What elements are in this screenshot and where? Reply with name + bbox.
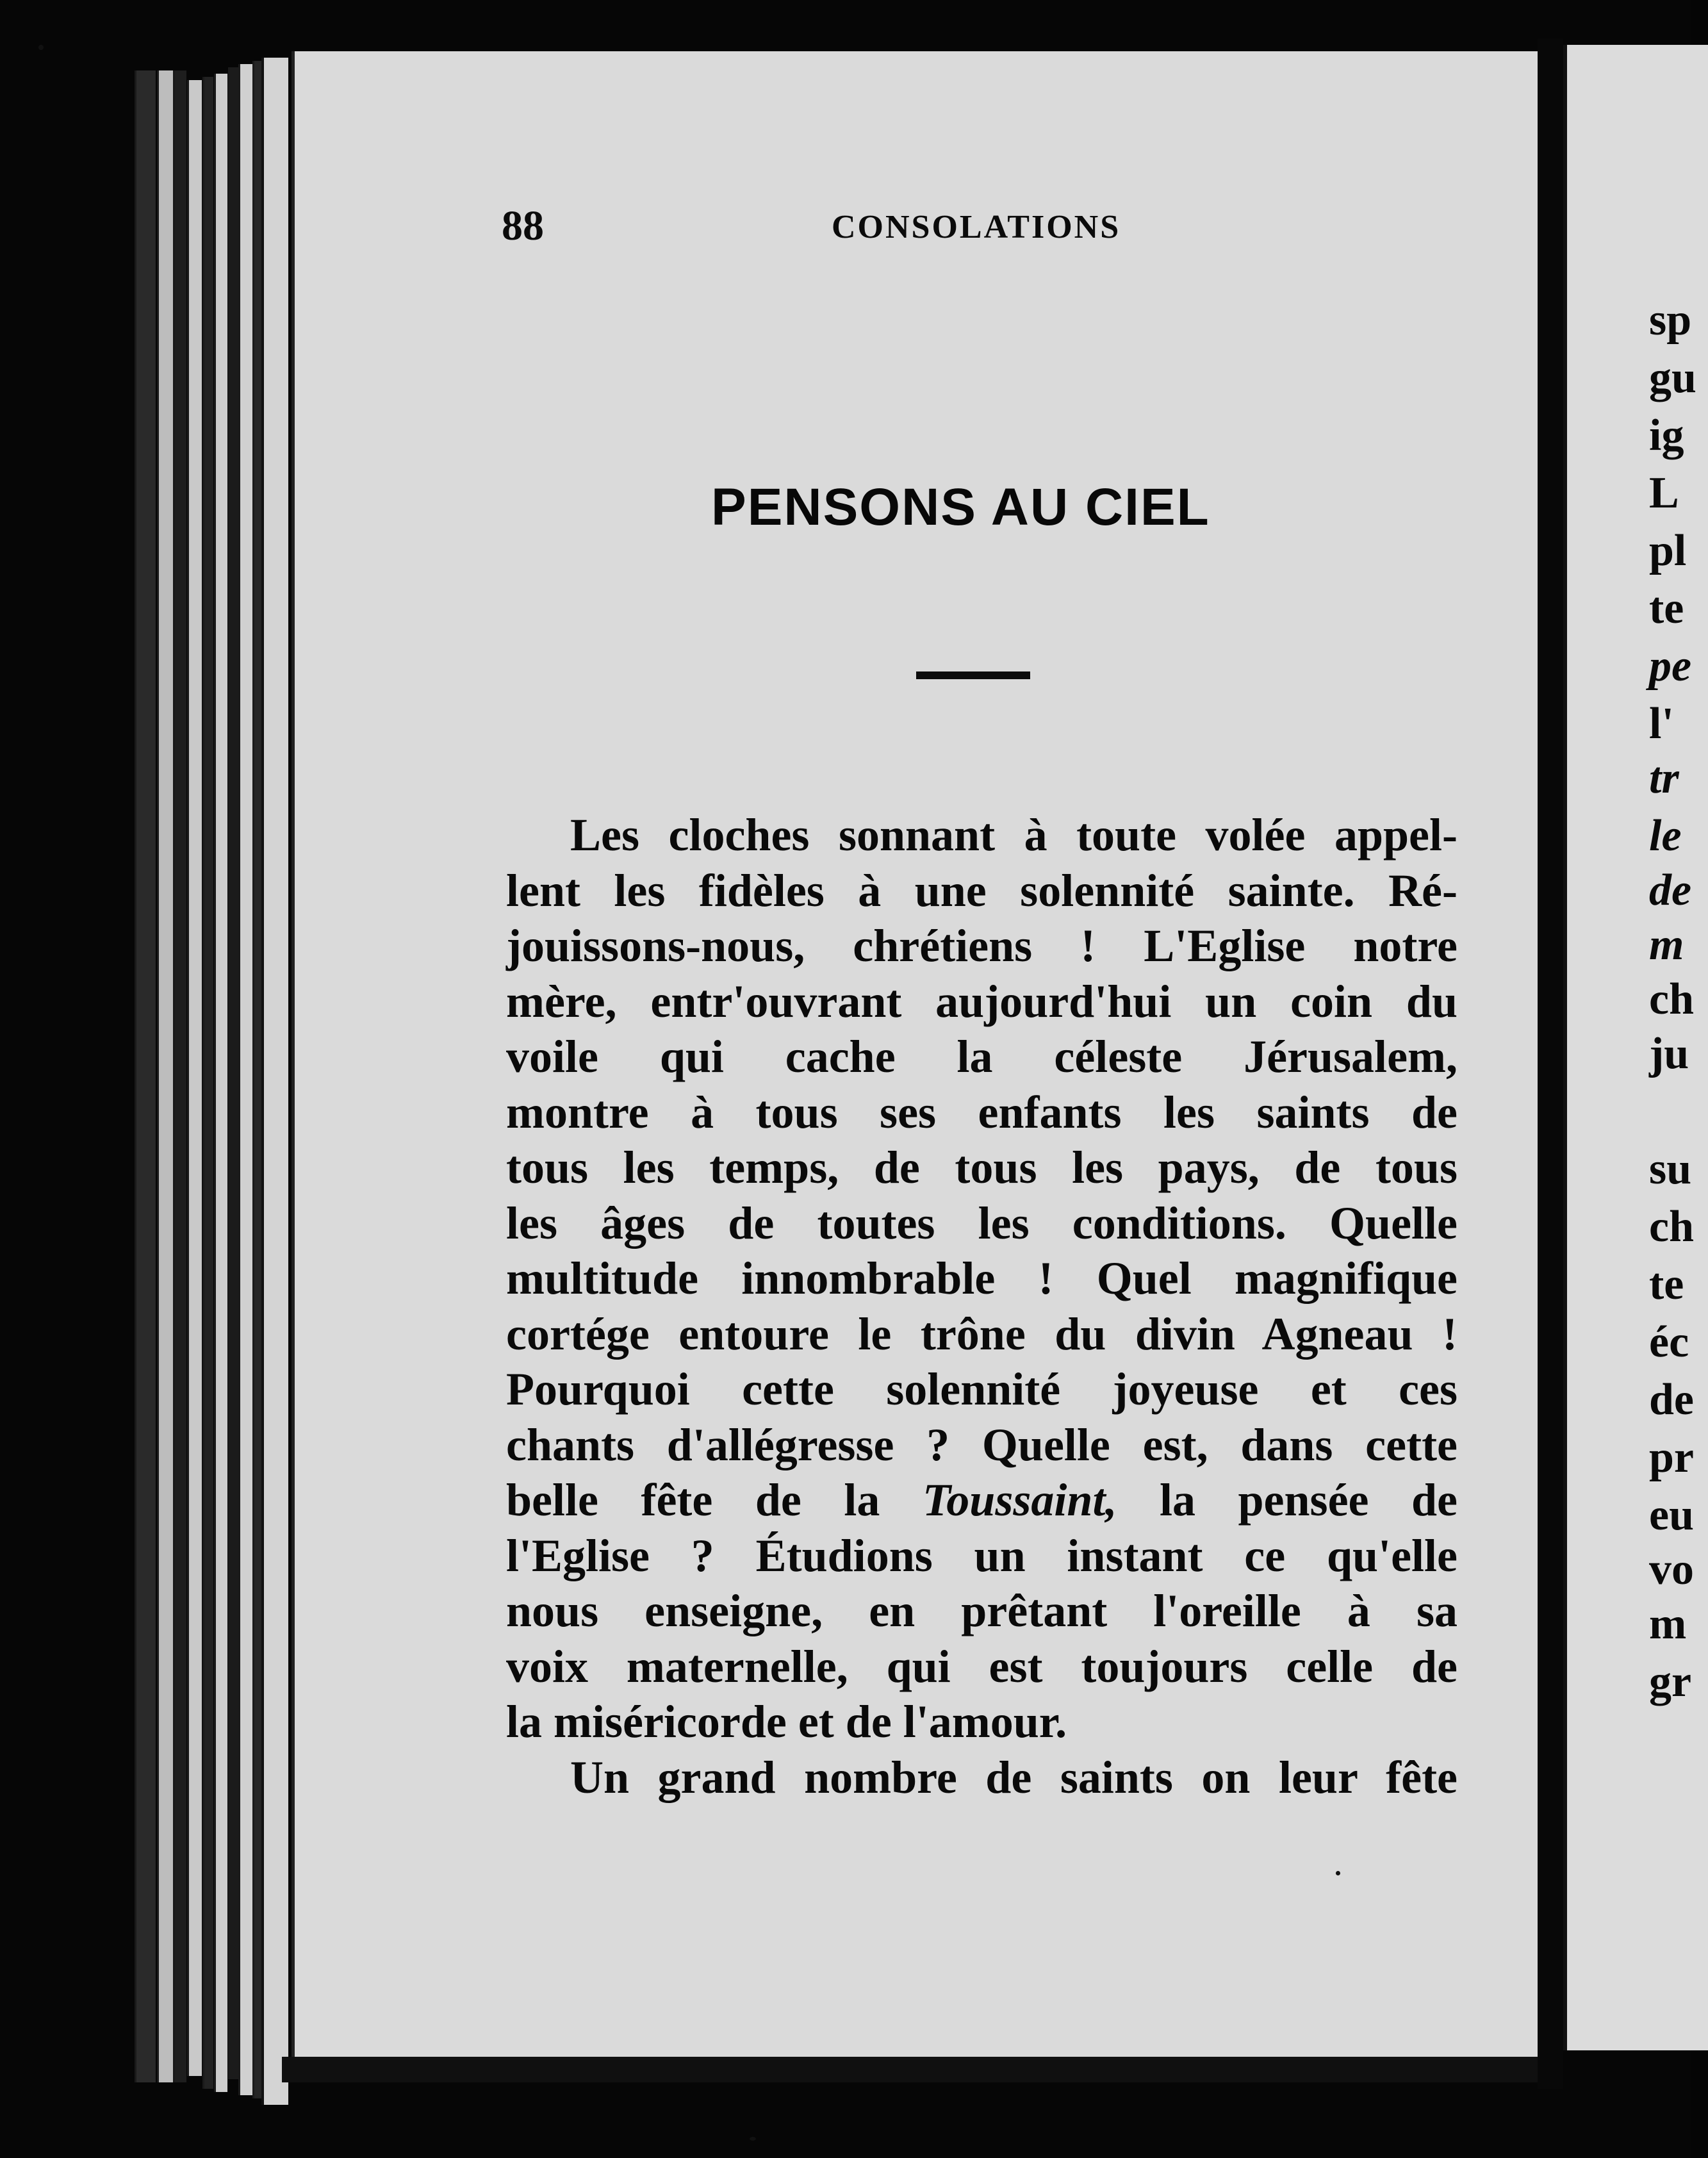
- cropped-text-fragment: te: [1649, 1260, 1684, 1309]
- cropped-text-fragment: eu: [1649, 1490, 1694, 1540]
- text-line: nous enseigne, en prêtant l'oreille à sa: [506, 1585, 1458, 1636]
- scan-speck: [750, 2137, 756, 2141]
- cropped-text-fragment: L: [1649, 468, 1679, 518]
- page-shadow: [282, 2057, 1538, 2082]
- text-line: Pourquoi cette solennité joyeuse et ces: [506, 1363, 1458, 1415]
- text-line: mère, entr'ouvrant aujourd'hui un coin du: [506, 975, 1458, 1027]
- book-title: CONSOLATIONS: [832, 209, 1121, 245]
- title-rule: [916, 671, 1030, 679]
- cropped-text-fragment: ch: [1649, 975, 1694, 1024]
- page-edge: [261, 58, 288, 2105]
- body-text: [506, 807, 1458, 1805]
- text-line: lent les fidèles à une solennité sainte. Ré-: [506, 864, 1458, 916]
- cropped-text-fragment: l': [1649, 699, 1674, 748]
- text-line: les âges de toutes les conditions. Quelle: [506, 1197, 1458, 1249]
- chapter-title: PENSONS AU CIEL: [711, 478, 1210, 536]
- cropped-text-fragment: m: [1649, 920, 1684, 969]
- cropped-text-fragment: pr: [1649, 1433, 1694, 1482]
- text-line: jouissons-nous, chrétiens ! L'Eglise notre: [506, 920, 1458, 971]
- cropped-text-fragment: su: [1649, 1144, 1692, 1194]
- text-line: multitude innombrable ! Quel magnifique: [506, 1253, 1458, 1304]
- text-line: Les cloches sonnant à toute volée appel-: [570, 809, 1458, 861]
- text-line: [506, 1472, 1458, 1528]
- cropped-text-fragment: ju: [1649, 1029, 1689, 1078]
- page-edge: [214, 74, 227, 2092]
- page-edge: [202, 77, 213, 2089]
- italic-word: Toussaint,: [922, 1474, 1117, 1526]
- cropped-text-fragment: de: [1649, 1375, 1694, 1424]
- page-edge: [238, 64, 253, 2095]
- page-number: 88: [502, 202, 544, 249]
- page-edge: [135, 70, 156, 2082]
- cropped-text-fragment: tr: [1649, 754, 1679, 803]
- book-gutter: [1538, 38, 1563, 2089]
- text-line: montre à tous ses enfants les saints de: [506, 1086, 1458, 1138]
- cropped-text-fragment: de: [1649, 866, 1692, 915]
- text-line: chants d'allégresse ? Quelle est, dans cette: [506, 1419, 1458, 1470]
- page-edge: [228, 67, 239, 2079]
- text-line: l'Eglise ? Étudions un instant ce qu'elle: [506, 1529, 1458, 1581]
- cropped-text-fragment: sp: [1649, 295, 1692, 345]
- text-fragment: la pensée de: [1117, 1474, 1458, 1526]
- right-page-fragment: [1563, 45, 1708, 2050]
- cropped-text-fragment: vo: [1649, 1545, 1694, 1594]
- page-edge: [173, 70, 186, 2082]
- scan-speck: [1336, 1871, 1340, 1875]
- text-line: tous les temps, de tous les pays, de tous: [506, 1142, 1458, 1193]
- text-line: cortége entoure le trône du divin Agneau !: [506, 1308, 1458, 1360]
- cropped-text-fragment: éc: [1649, 1317, 1689, 1367]
- text-line: voile qui cache la céleste Jérusalem,: [506, 1031, 1458, 1082]
- cropped-text-fragment: m: [1649, 1599, 1687, 1649]
- text-line: la miséricorde et de l'amour.: [506, 1696, 1067, 1747]
- page-edge: [157, 70, 173, 2082]
- cropped-text-fragment: pe: [1649, 641, 1692, 691]
- page-edge: [187, 80, 202, 2076]
- cropped-text-fragment: ch: [1649, 1202, 1694, 1251]
- scan-speck: [38, 45, 44, 50]
- text-fragment: belle fête de la: [506, 1474, 923, 1526]
- text-line: Un grand nombre de saints on leur fête: [570, 1751, 1458, 1803]
- cropped-text-fragment: ig: [1649, 411, 1684, 460]
- cropped-text-fragment: gr: [1649, 1657, 1692, 1706]
- cropped-text-fragment: le: [1649, 811, 1682, 861]
- cropped-text-fragment: pl: [1649, 526, 1687, 575]
- running-head: [502, 202, 1142, 247]
- text-line: voix maternelle, qui est toujours celle de: [506, 1640, 1458, 1692]
- cropped-text-fragment: gu: [1649, 353, 1696, 402]
- page-edge: [252, 61, 262, 2098]
- cropped-text-fragment: te: [1649, 584, 1684, 633]
